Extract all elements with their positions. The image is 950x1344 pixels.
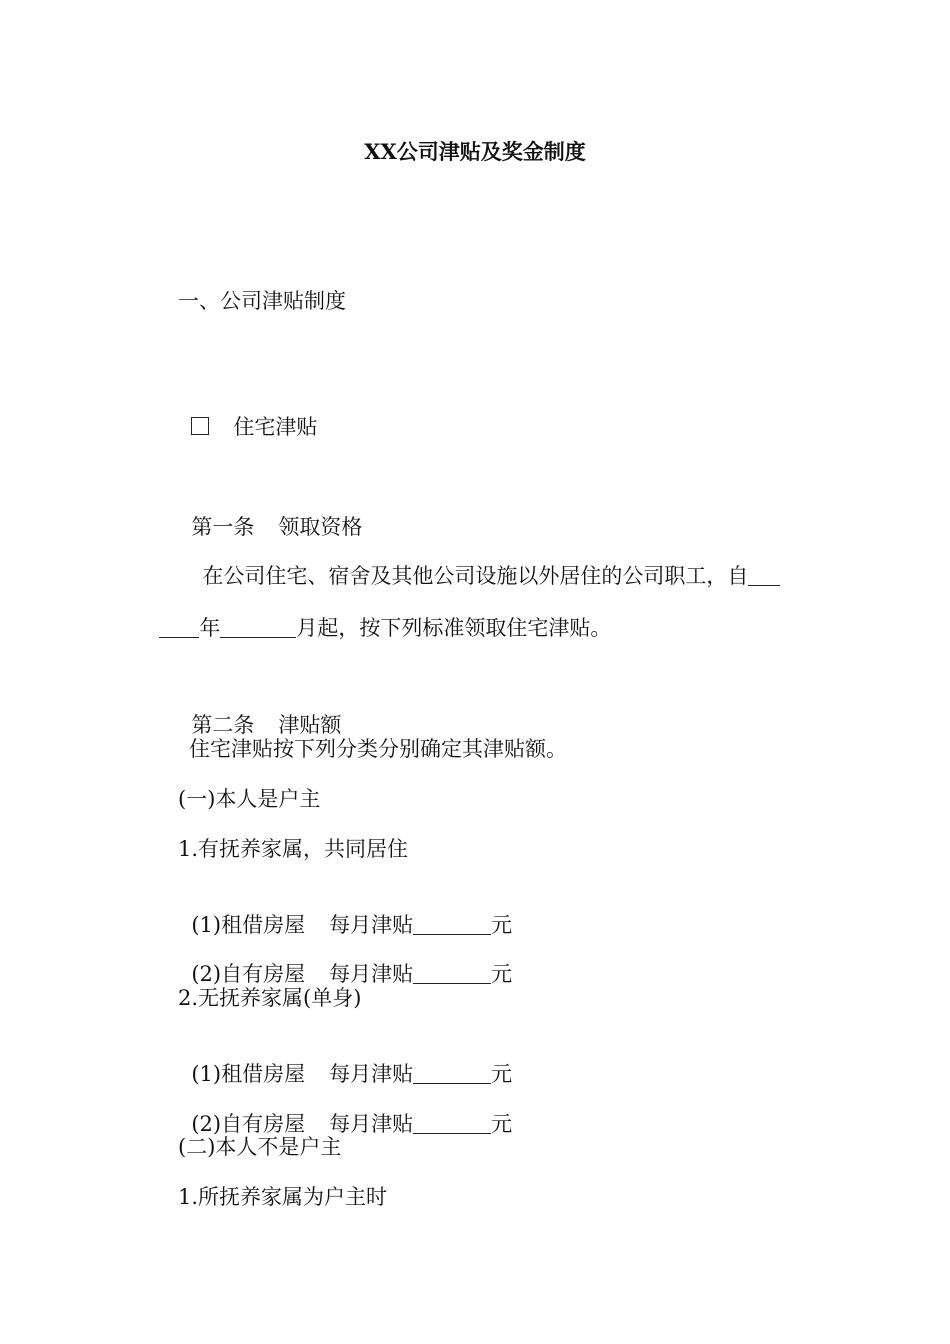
monthly-label: 每月津贴: [329, 1062, 414, 1086]
article-1-text-line-1: [189, 537, 780, 589]
subsection-label: 住宅津贴: [233, 415, 318, 439]
article-1-text-tail: 月起，按下列标准领取住宅津贴。: [296, 616, 612, 640]
fill-in-blank: [413, 1113, 491, 1134]
case-heading: (一)本人是户主: [178, 787, 321, 811]
article-1-heading: [178, 488, 362, 540]
monthly-label: 每月津贴: [329, 962, 414, 986]
article-number: 第二条: [191, 713, 255, 737]
article-1-text: 在公司住宅、宿舍及其他公司设施以外居住的公司职工，自: [202, 564, 749, 588]
article-title: 津贴额: [278, 713, 342, 737]
fill-in-blank: [413, 963, 491, 984]
case-heading: (二)本人不是户主: [178, 1135, 342, 1159]
monthly-label: 每月津贴: [329, 1112, 414, 1136]
allowance-row: [178, 935, 512, 987]
fill-in-blank: [220, 617, 296, 638]
case-item: 1.所抚养家属为户主时: [178, 1185, 388, 1209]
section-heading: 一、公司津贴制度: [178, 289, 346, 313]
unit-label: 元: [491, 1112, 513, 1136]
article-number: 第一条: [191, 515, 255, 539]
unit-label: 元: [491, 962, 513, 986]
document-title: XX公司津贴及奖金制度: [364, 139, 586, 164]
case-item: 2.无抚养家属(单身): [178, 986, 362, 1010]
housing-type: (2)自有房屋: [191, 962, 306, 986]
case-item: 1.有抚养家属，共同居住: [178, 837, 409, 861]
fill-in-blank: [413, 914, 491, 935]
allowance-row: [178, 1085, 512, 1137]
housing-type: (1)租借房屋: [191, 1062, 306, 1086]
housing-type: (1)租借房屋: [191, 913, 306, 937]
article-2-intro: 住宅津贴按下列分类分别确定其津贴额。: [189, 737, 567, 761]
fill-in-blank: [748, 565, 780, 586]
subsection-heading: [178, 388, 317, 440]
fill-in-blank: [159, 617, 199, 638]
checkbox-square-icon: [191, 417, 209, 435]
article-1-text-line-2: [146, 589, 611, 641]
unit-label: 元: [491, 913, 513, 937]
year-label: 年: [199, 616, 221, 640]
allowance-row: [178, 886, 512, 938]
housing-type: (2)自有房屋: [191, 1112, 306, 1136]
article-title: 领取资格: [278, 515, 363, 539]
monthly-label: 每月津贴: [329, 913, 414, 937]
unit-label: 元: [491, 1062, 513, 1086]
allowance-row: [178, 1035, 512, 1087]
article-2-heading: [178, 686, 341, 738]
fill-in-blank: [413, 1063, 491, 1084]
